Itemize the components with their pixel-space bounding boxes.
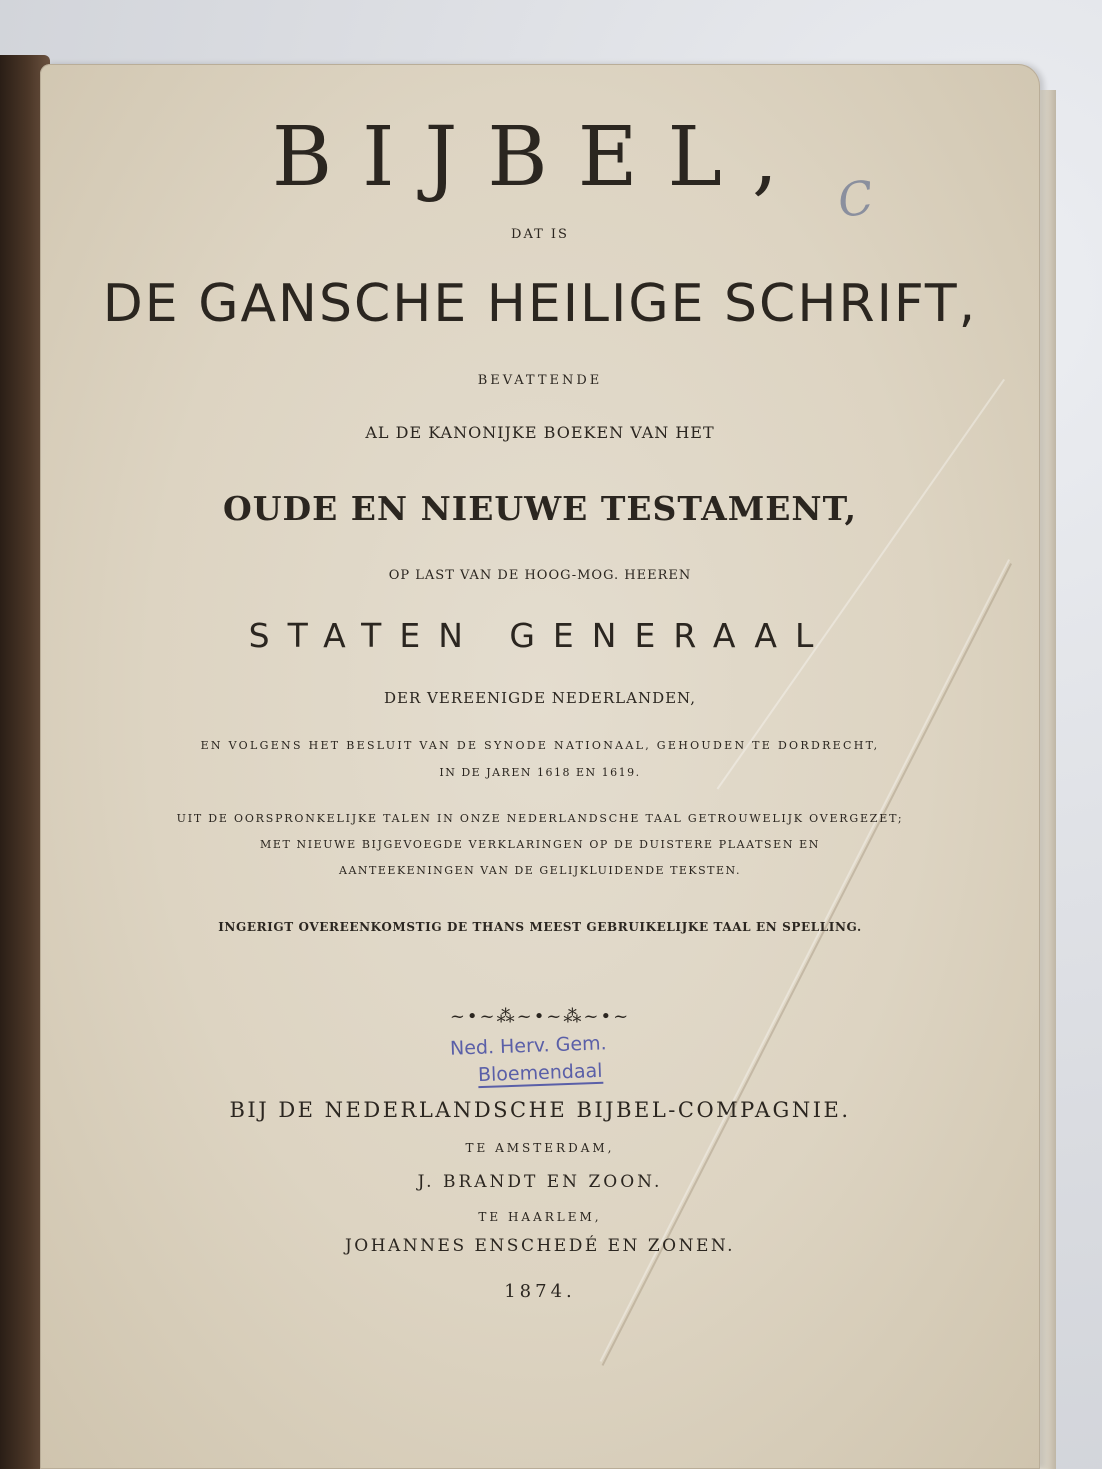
publisher-line: BIJ DE NEDERLANDSCHE BIJBEL-COMPAGNIE.: [229, 1098, 851, 1122]
publisher-haarlem: TE HAARLEM,: [478, 1210, 602, 1224]
pencil-mark: C: [834, 169, 877, 229]
title-jaren: IN DE JAREN 1618 EN 1619.: [439, 766, 641, 779]
title-volgens: EN VOLGENS HET BESLUIT VAN DE SYNODE NATIONAAL, GEHOUDEN TE DORDRECHT,: [200, 739, 880, 752]
title-testament: OUDE EN NIEUWE TESTAMENT,: [223, 489, 857, 528]
publisher-enschede: JOHANNES ENSCHEDÉ EN ZONEN.: [344, 1236, 736, 1256]
title-kanonijke: AL DE KANONIJKE BOEKEN VAN HET: [365, 423, 715, 442]
book-title: BIJBEL,: [271, 110, 809, 205]
publisher-amsterdam: TE AMSTERDAM,: [465, 1141, 615, 1155]
title-staten-generaal: STATEN GENERAAL: [248, 616, 832, 655]
title-bijgevoegde: MET NIEUWE BIJGEVOEGDE VERKLARINGEN OP DE DUISTERE PLAATSEN EN: [259, 838, 820, 851]
ornament-divider: ~•~⁂~•~⁂~•~: [449, 1006, 631, 1027]
title-aanteekeningen: AANTEEKENINGEN VAN DE GELIJKLUIDENDE TEKSTEN.: [339, 864, 741, 877]
title-dat-is: DAT IS: [511, 227, 569, 242]
title-heading: DE GANSCHE HEILIGE SCHRIFT,: [102, 274, 978, 334]
title-op-last: OP LAST VAN DE HOOG-MOG. HEEREN: [388, 568, 692, 583]
title-vereenigde: DER VEREENIGDE NEDERLANDEN,: [384, 689, 696, 707]
publication-year: 1874.: [504, 1281, 576, 1302]
library-stamp-line1: Ned. Herv. Gem.: [449, 1032, 607, 1060]
library-stamp-line2: Bloemendaal: [477, 1059, 603, 1087]
title-talen: UIT DE OORSPRONKELIJKE TALEN IN ONZE NEDERLANDSCHE TAAL GETROUWELIJK OVERGEZET;: [176, 812, 904, 825]
publisher-brandt: J. BRANDT EN ZOON.: [417, 1172, 663, 1192]
title-ingerigt: INGERIGT OVEREENKOMSTIG DE THANS MEEST GEBRUIKELIJKE TAAL EN SPELLING.: [218, 920, 862, 934]
title-bevattende: BEVATTENDE: [477, 373, 603, 388]
